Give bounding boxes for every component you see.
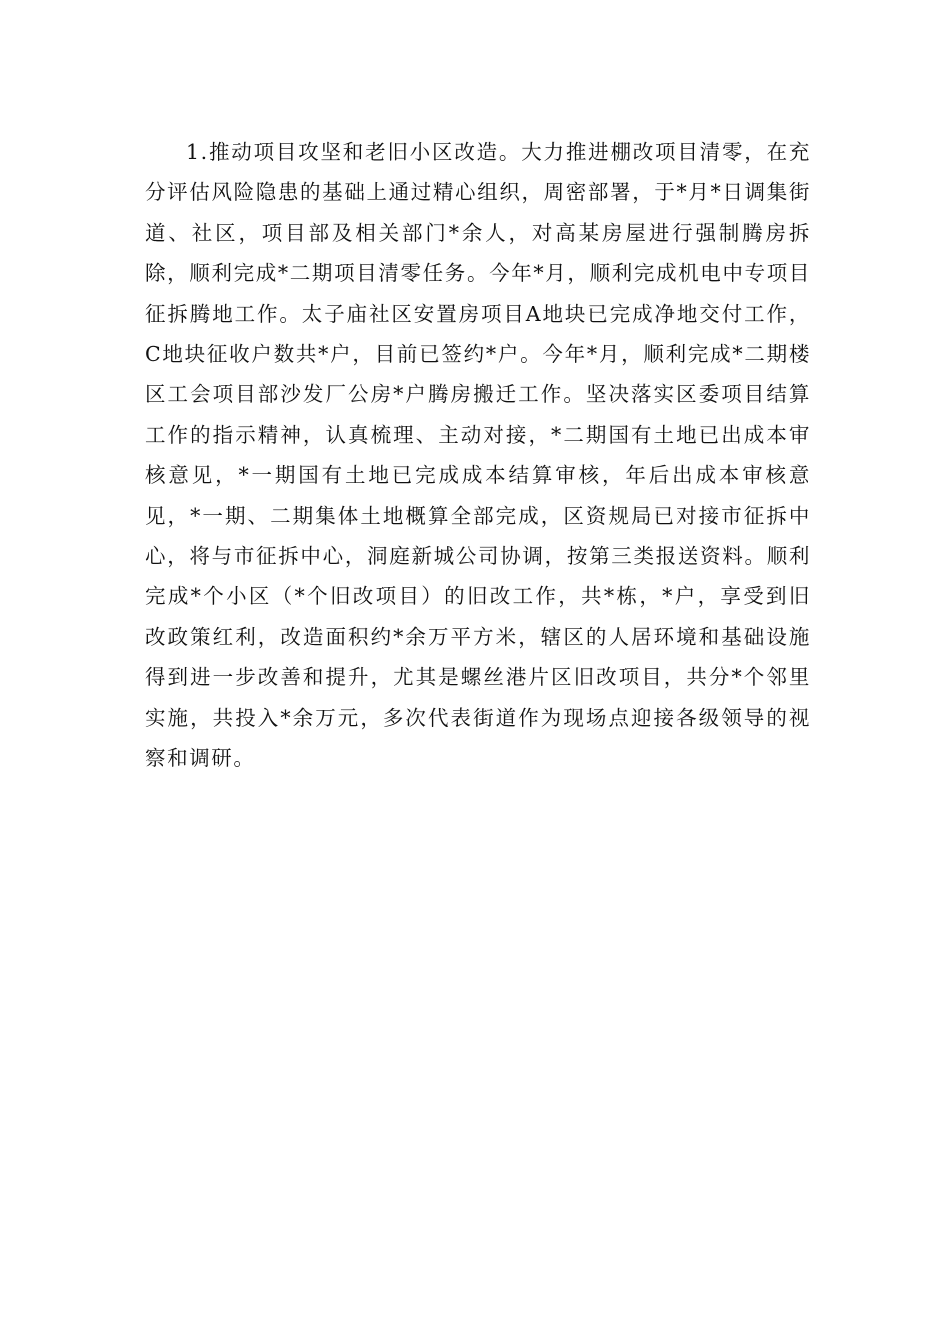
body-paragraph: 1.推动项目攻坚和老旧小区改造。大力推进棚改项目清零，在充分评估风险隐患的基础上通过精心组织，周密部署，于*月*日调集街道、社区，项目部及相关部门*余人，对高某房屋进行强制腾房拆除，顺利完成*二期项目清零任务。今年*月，顺利完成机电中专项目征拆腾地工作。太子庙社区安置房项目A地块已完成净地交付工作，C地块征收户数共*户，目前已签约*户。今年*月，顺利完成*二期楼区工会项目部沙发厂公房*户腾房搬迁工作。坚决落实区委项目结算工作的指示精神，认真梳理、主动对接，*二期国有土地已出成本审核意见，*一期国有土地已完成成本结算审核，年后出成本审核意见，*一期、二期集体土地概算全部完成，区资规局已对接市征拆中心，将与市征拆中心，洞庭新城公司协调，按第三类报送资料。顺利完成*个小区（*个旧改项目）的旧改工作，共*栋，*户，享受到旧改政策红利，改造面积约*余万平方米，辖区的人居环境和基础设施得到进一步改善和提升，尤其是螺丝港片区旧改项目，共分*个邻里实施，共投入*余万元，多次代表街道作为现场点迎接各级领导的视察和调研。 — [145, 140, 811, 771]
